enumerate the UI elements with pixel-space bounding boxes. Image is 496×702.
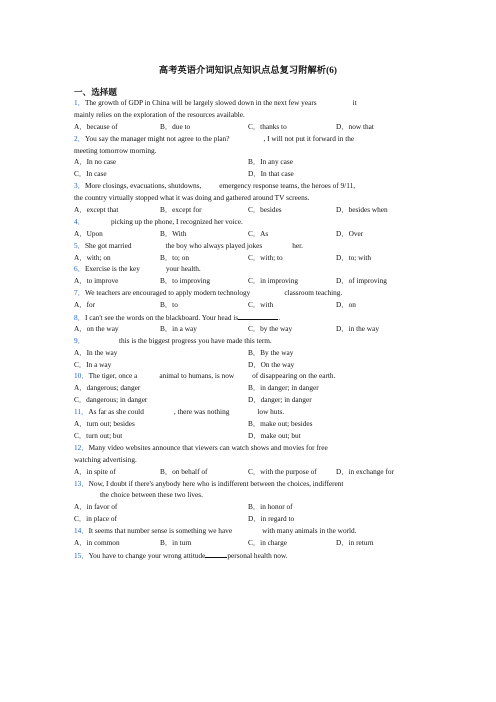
- question-text: this is the biggest progress you have made this term.: [118, 335, 272, 345]
- options-row: [74, 228, 424, 240]
- option-c[interactable]: C．with; to: [248, 252, 283, 262]
- question-number: 9．: [74, 335, 85, 345]
- option-b[interactable]: B．in turn: [160, 537, 192, 547]
- option-d[interactable]: D．on: [336, 300, 356, 310]
- options-row: [74, 501, 424, 513]
- answer-blank: [250, 287, 284, 295]
- question-6: [74, 263, 424, 275]
- question-text-cont: mainly relies on the exploration of the resources available.: [74, 109, 245, 119]
- question-text: low huts.: [257, 407, 285, 417]
- option-a[interactable]: A．In the way: [74, 347, 118, 357]
- options-row: [74, 418, 424, 430]
- question-text: We teachers are encouraged to apply modern technology: [84, 288, 251, 298]
- option-a[interactable]: A．in common: [74, 537, 120, 547]
- option-a[interactable]: A．dangerous; danger: [74, 383, 141, 393]
- question-14: [74, 525, 424, 537]
- question-text: , I will not put it forward in the: [263, 133, 355, 143]
- question-text: Exercise is the key: [84, 264, 140, 274]
- question-11: [74, 406, 424, 418]
- question-5: [74, 240, 424, 252]
- options-row: [74, 204, 424, 216]
- options-row: [74, 537, 424, 549]
- question-10: [74, 370, 424, 382]
- question-number: 5．: [74, 240, 85, 250]
- options-row: [74, 323, 424, 335]
- option-b[interactable]: B．By the way: [248, 347, 294, 357]
- option-d[interactable]: D．Over: [336, 228, 364, 238]
- option-b[interactable]: B．in honor of: [248, 502, 293, 512]
- question-text: She got married: [84, 240, 132, 250]
- option-a[interactable]: A．because of: [74, 121, 118, 131]
- option-d[interactable]: D．make out; but: [248, 430, 301, 440]
- option-d[interactable]: D．now that: [336, 121, 374, 131]
- option-c[interactable]: C．by the way: [248, 323, 293, 333]
- option-b[interactable]: B．due to: [160, 121, 191, 131]
- options-row: [74, 156, 424, 168]
- option-b[interactable]: B．in a way: [160, 323, 197, 333]
- option-d[interactable]: D．in return: [336, 537, 374, 547]
- question-text: More closings, evacuations, shutdowns,: [84, 181, 202, 191]
- question-12: [74, 442, 424, 454]
- options-row: [74, 382, 424, 394]
- question-text: Now, I doubt if there's anybody here who is indifferent between the choices, indifferent: [88, 478, 344, 488]
- option-c[interactable]: C．in charge: [248, 537, 287, 547]
- question-8: [74, 311, 424, 323]
- question-text: You have to change your wrong attitude: [88, 550, 206, 560]
- options-row: [74, 252, 424, 264]
- answer-blank: [232, 525, 262, 533]
- option-a[interactable]: A．in favor of: [74, 502, 118, 512]
- answer-blank: [317, 97, 353, 105]
- option-c[interactable]: C．As: [248, 228, 269, 238]
- option-b[interactable]: B．In any case: [248, 157, 293, 167]
- answer-blank: [205, 549, 227, 558]
- question-text: You say the manager might not agree to the plan?: [84, 133, 230, 143]
- question-15: [74, 549, 424, 561]
- question-text: the boy who always played jokes: [165, 240, 263, 250]
- option-c[interactable]: C．with: [248, 300, 274, 310]
- option-b[interactable]: B．to: [160, 300, 178, 310]
- answer-blank: [262, 240, 292, 248]
- question-number: 8．: [74, 313, 85, 323]
- question-1: [74, 97, 424, 109]
- option-d[interactable]: D．In that case: [248, 169, 294, 179]
- question-text: of disappearing on the earth.: [252, 371, 336, 381]
- question-9: [74, 335, 424, 347]
- option-a[interactable]: A．to improve: [74, 276, 119, 286]
- options-row: [74, 394, 424, 406]
- option-c[interactable]: C．In case: [74, 169, 107, 179]
- options-row: [74, 299, 424, 311]
- option-c[interactable]: C．dangerous; in danger: [74, 395, 148, 405]
- answer-blank: [85, 335, 119, 343]
- question-text-cont: watching advertising.: [74, 454, 137, 464]
- section-heading: 一、选择题: [74, 87, 117, 97]
- option-a[interactable]: A．for: [74, 300, 96, 310]
- question-text: her.: [292, 240, 303, 250]
- option-b[interactable]: B．With: [160, 228, 187, 238]
- answer-blank: [230, 133, 264, 141]
- question-text: The tiger, once a: [88, 371, 138, 381]
- question-number: 6．: [74, 264, 85, 274]
- question-text: .: [278, 313, 281, 323]
- option-c[interactable]: C．In a way: [74, 359, 112, 369]
- option-b[interactable]: B．to improving: [160, 276, 211, 286]
- question-text: your health.: [165, 264, 201, 274]
- option-b[interactable]: B．in danger; in danger: [248, 383, 319, 393]
- option-d[interactable]: D．danger; in danger: [248, 395, 312, 405]
- option-b[interactable]: B．except for: [160, 205, 202, 215]
- options-row: [74, 347, 424, 359]
- options-row: [74, 466, 424, 478]
- question-list: [74, 97, 424, 561]
- option-b[interactable]: B．to; on: [160, 252, 189, 262]
- option-c[interactable]: C．with the purpose of: [248, 466, 317, 476]
- answer-blank: [201, 180, 219, 188]
- options-row: [74, 513, 424, 525]
- option-b[interactable]: B．make out; besides: [248, 419, 313, 429]
- question-number: 15．: [74, 550, 89, 560]
- question-text: personal health now.: [227, 550, 288, 560]
- question-text-cont: the country virtually stopped what it was doing and gathered around TV screens.: [74, 193, 310, 203]
- answer-blank: [234, 370, 252, 378]
- options-row: [74, 430, 424, 442]
- option-a[interactable]: A．Upon: [74, 228, 103, 238]
- option-d[interactable]: D．besides when: [336, 205, 388, 215]
- option-c[interactable]: C．turn out; but: [74, 430, 123, 440]
- option-d[interactable]: D．in regard to: [248, 514, 295, 524]
- question-13: [74, 478, 424, 490]
- question-text-cont: the choice between these two lives.: [100, 490, 203, 500]
- option-d[interactable]: D．of improving: [336, 276, 387, 286]
- question-number: 14．: [74, 526, 89, 536]
- question-text: animal to humans, is now: [159, 371, 235, 381]
- answer-blank: [137, 370, 159, 378]
- options-row: [74, 168, 424, 180]
- question-text: with many animals in the world.: [262, 526, 357, 536]
- option-c[interactable]: C．in place of: [74, 514, 117, 524]
- question-text: I can't see the words on the blackboard. Your head is: [84, 313, 239, 323]
- option-c[interactable]: C．in improving: [248, 276, 299, 286]
- question-number: 2．: [74, 133, 85, 143]
- question-number: 4．: [74, 216, 85, 226]
- options-row: [74, 121, 424, 133]
- answer-blank: [132, 240, 166, 248]
- question-text: The growth of GDP in China will be largely slowed down in the next few years: [84, 98, 317, 107]
- question-number: 11．: [74, 407, 89, 417]
- question-7: [74, 287, 424, 299]
- question-text: it: [352, 98, 357, 107]
- option-d[interactable]: D．On the way: [248, 359, 295, 369]
- question-number: 7．: [74, 288, 85, 298]
- question-4: [74, 216, 424, 228]
- option-a[interactable]: A．In no case: [74, 157, 117, 167]
- option-c[interactable]: C．besides: [248, 205, 282, 215]
- answer-blank: [144, 406, 174, 414]
- page-title: 高考英语介词知识点知识点总复习附解析(6): [158, 65, 338, 75]
- question-text: Many video websites announce that viewers can watch shows and movies for free: [88, 442, 328, 452]
- question-2: [74, 133, 424, 145]
- option-a[interactable]: A．except that: [74, 205, 119, 215]
- question-3: [74, 180, 424, 192]
- answer-blank: [140, 263, 166, 271]
- answer-blank: [229, 406, 257, 414]
- question-number: 12．: [74, 442, 89, 452]
- question-text: It seems that number sense is something we have: [88, 526, 233, 536]
- option-a[interactable]: A．on the way: [74, 323, 119, 333]
- question-number: 3．: [74, 181, 85, 191]
- question-text: picking up the phone, I recognized her voice.: [110, 216, 243, 226]
- question-number: 10．: [74, 371, 89, 381]
- question-text-cont: meeting tomorrow morning.: [74, 145, 157, 155]
- option-a[interactable]: A．in spite of: [74, 466, 116, 476]
- question-text: emergency response teams, the heroes of 9/11,: [219, 181, 356, 191]
- question-text: , there was nothing: [173, 407, 230, 417]
- option-d[interactable]: D．to; with: [336, 252, 372, 262]
- question-text: classroom teaching.: [284, 288, 343, 298]
- question-number: 1．: [74, 98, 85, 107]
- option-d[interactable]: D．in the way: [336, 323, 379, 333]
- option-a[interactable]: A．turn out; besides: [74, 419, 135, 429]
- question-number: 13．: [74, 478, 89, 488]
- option-b[interactable]: B．on behalf of: [160, 466, 208, 476]
- answer-blank: [85, 216, 111, 224]
- option-d[interactable]: D．in exchange for: [336, 466, 394, 476]
- option-a[interactable]: A．with; on: [74, 252, 111, 262]
- option-c[interactable]: C．thanks to: [248, 121, 287, 131]
- answer-blank: [238, 311, 281, 323]
- options-row: [74, 275, 424, 287]
- question-text: As far as she could: [88, 407, 144, 417]
- options-row: [74, 359, 424, 371]
